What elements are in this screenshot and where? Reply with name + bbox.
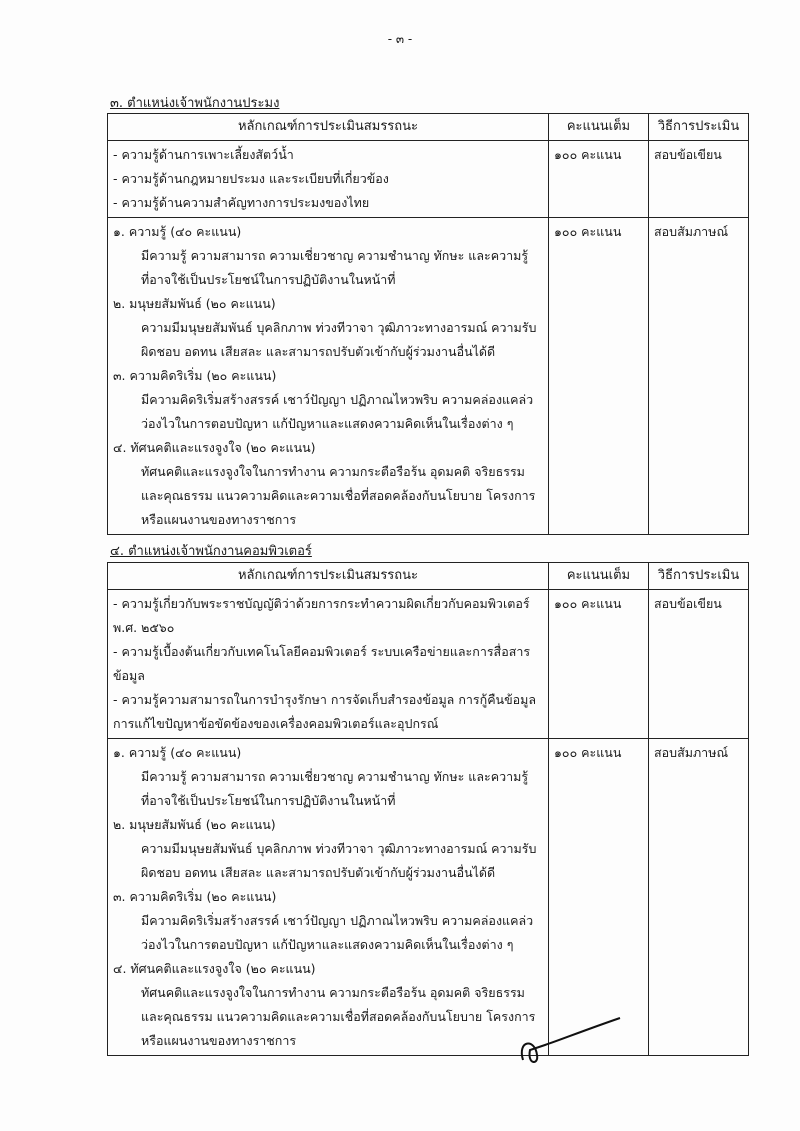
- signature: [515, 1010, 625, 1070]
- header-method: วิธีการประเมิน: [649, 563, 749, 590]
- criteria-heading: ๓. ความคิดริเริ่ม (๒๐ คะแนน): [113, 368, 277, 383]
- criteria-line: การแก้ไขปัญหาข้อขัดข้องของเครื่องคอมพิวเตอร์และอุปกรณ์: [113, 716, 439, 731]
- criteria-description: และคุณธรรม แนวความคิดและความเชื่อที่สอดคล้องกับนโยบาย โครงการ: [141, 488, 536, 503]
- criteria-heading: ๑. ความรู้ (๔๐ คะแนน): [113, 745, 242, 760]
- header-score: คะแนนเต็ม: [549, 114, 649, 141]
- criteria-description: ผิดชอบ อดทน เสียสละ และสามารถปรับตัวเข้ากับผู้ร่วมงานอื่นได้ดี: [141, 344, 496, 359]
- criteria-heading: ๔. ทัศนคติและแรงจูงใจ (๒๐ คะแนน): [113, 440, 316, 455]
- criteria-heading: ๓. ความคิดริเริ่ม (๒๐ คะแนน): [113, 889, 277, 904]
- criteria-line: - ความรู้ด้านกฎหมายประมง และระเบียบที่เกี่ยวข้อง: [113, 171, 389, 186]
- section-4-title: ๔. ตำแหน่งเจ้าพนักงานคอมพิวเตอร์: [110, 544, 312, 559]
- score-cell: ๑๐๐ คะแนน: [549, 739, 649, 1056]
- criteria-description: ทัศนคติและแรงจูงใจในการทำงาน ความกระตือรือร้น อุดมคติ จริยธรรม: [141, 464, 525, 479]
- page-number: - ๓ -: [387, 32, 413, 46]
- method-cell: สอบข้อเขียน: [649, 590, 749, 739]
- header-criteria: หลักเกณฑ์การประเมินสมรรถนะ: [108, 114, 549, 141]
- criteria-heading: ๔. ทัศนคติและแรงจูงใจ (๒๐ คะแนน): [113, 961, 316, 976]
- criteria-description: มีความรู้ ความสามารถ ความเชี่ยวชาญ ความชำนาญ ทักษะ และความรู้: [141, 769, 529, 784]
- section-3-table: [107, 113, 749, 535]
- criteria-line: - ความรู้เบื้องต้นเกี่ยวกับเทคโนโลยีคอมพิวเตอร์ ระบบเครือข่ายและการสื่อสาร: [113, 644, 531, 659]
- criteria-line: - ความรู้เกี่ยวกับพระราชบัญญัติว่าด้วยการกระทำความผิดเกี่ยวกับคอมพิวเตอร์: [113, 596, 530, 611]
- criteria-line: - ความรู้ด้านความสำคัญทางการประมงของไทย: [113, 195, 370, 210]
- method-cell: สอบข้อเขียน: [649, 141, 749, 218]
- criteria-description: ผิดชอบ อดทน เสียสละ และสามารถปรับตัวเข้ากับผู้ร่วมงานอื่นได้ดี: [141, 865, 496, 880]
- section-3-title: ๓. ตำแหน่งเจ้าพนักงานประมง: [110, 96, 280, 111]
- criteria-line: พ.ศ. ๒๕๖๐: [113, 620, 175, 635]
- header-score: คะแนนเต็ม: [549, 563, 649, 590]
- criteria-heading: ๒. มนุษยสัมพันธ์ (๒๐ คะแนน): [113, 296, 276, 311]
- score-cell: ๑๐๐ คะแนน: [549, 590, 649, 739]
- criteria-description: ทัศนคติและแรงจูงใจในการทำงาน ความกระตือรือร้น อุดมคติ จริยธรรม: [141, 985, 525, 1000]
- method-cell: สอบสัมภาษณ์: [649, 739, 749, 1056]
- criteria-description: ความมีมนุษยสัมพันธ์ บุคลิกภาพ ท่วงทีวาจา วุฒิภาวะทางอารมณ์ ความรับ: [141, 320, 537, 335]
- criteria-description: หรือแผนงานของทางราชการ: [141, 1033, 297, 1048]
- criteria-line: ข้อมูล: [113, 668, 145, 683]
- criteria-description: มีความคิดริเริ่มสร้างสรรค์ เชาว์ปัญญา ปฏิภาณไหวพริบ ความคล่องแคล่ว: [141, 392, 534, 407]
- criteria-description: ว่องไวในการตอบปัญหา แก้ปัญหาและแสดงความคิดเห็นในเรื่องต่าง ๆ: [141, 937, 514, 952]
- written-criteria: [108, 141, 549, 218]
- score-cell: ๑๐๐ คะแนน: [549, 218, 649, 535]
- criteria-description: ที่อาจใช้เป็นประโยชน์ในการปฏิบัติงานในหน้าที่: [141, 272, 396, 287]
- table-row: [108, 590, 749, 739]
- criteria-description: ความมีมนุษยสัมพันธ์ บุคลิกภาพ ท่วงทีวาจา วุฒิภาวะทางอารมณ์ ความรับ: [141, 841, 537, 856]
- header-criteria: หลักเกณฑ์การประเมินสมรรถนะ: [108, 563, 549, 590]
- criteria-heading: ๒. มนุษยสัมพันธ์ (๒๐ คะแนน): [113, 817, 276, 832]
- header-method: วิธีการประเมิน: [649, 114, 749, 141]
- table-row: [108, 218, 749, 535]
- criteria-line: - ความรู้ความสามารถในการบำรุงรักษา การจัดเก็บสำรองข้อมูล การกู้คืนข้อมูล: [113, 692, 537, 707]
- interview-criteria: [108, 739, 549, 1056]
- criteria-line: - ความรู้ด้านการเพาะเลี้ยงสัตว์น้ำ: [113, 147, 294, 162]
- score-cell: ๑๐๐ คะแนน: [549, 141, 649, 218]
- criteria-description: ว่องไวในการตอบปัญหา แก้ปัญหาและแสดงความคิดเห็นในเรื่องต่าง ๆ: [141, 416, 514, 431]
- section-4-table: [107, 562, 749, 1056]
- table-row: [108, 739, 749, 1056]
- criteria-description: และคุณธรรม แนวความคิดและความเชื่อที่สอดคล้องกับนโยบาย โครงการ: [141, 1009, 536, 1024]
- interview-criteria: [108, 218, 549, 535]
- written-criteria: [108, 590, 549, 739]
- method-cell: สอบสัมภาษณ์: [649, 218, 749, 535]
- criteria-description: มีความคิดริเริ่มสร้างสรรค์ เชาว์ปัญญา ปฏิภาณไหวพริบ ความคล่องแคล่ว: [141, 913, 534, 928]
- criteria-description: มีความรู้ ความสามารถ ความเชี่ยวชาญ ความชำนาญ ทักษะ และความรู้: [141, 248, 529, 263]
- criteria-description: ที่อาจใช้เป็นประโยชน์ในการปฏิบัติงานในหน้าที่: [141, 793, 396, 808]
- criteria-description: หรือแผนงานของทางราชการ: [141, 512, 297, 527]
- criteria-heading: ๑. ความรู้ (๔๐ คะแนน): [113, 224, 242, 239]
- table-row: [108, 141, 749, 218]
